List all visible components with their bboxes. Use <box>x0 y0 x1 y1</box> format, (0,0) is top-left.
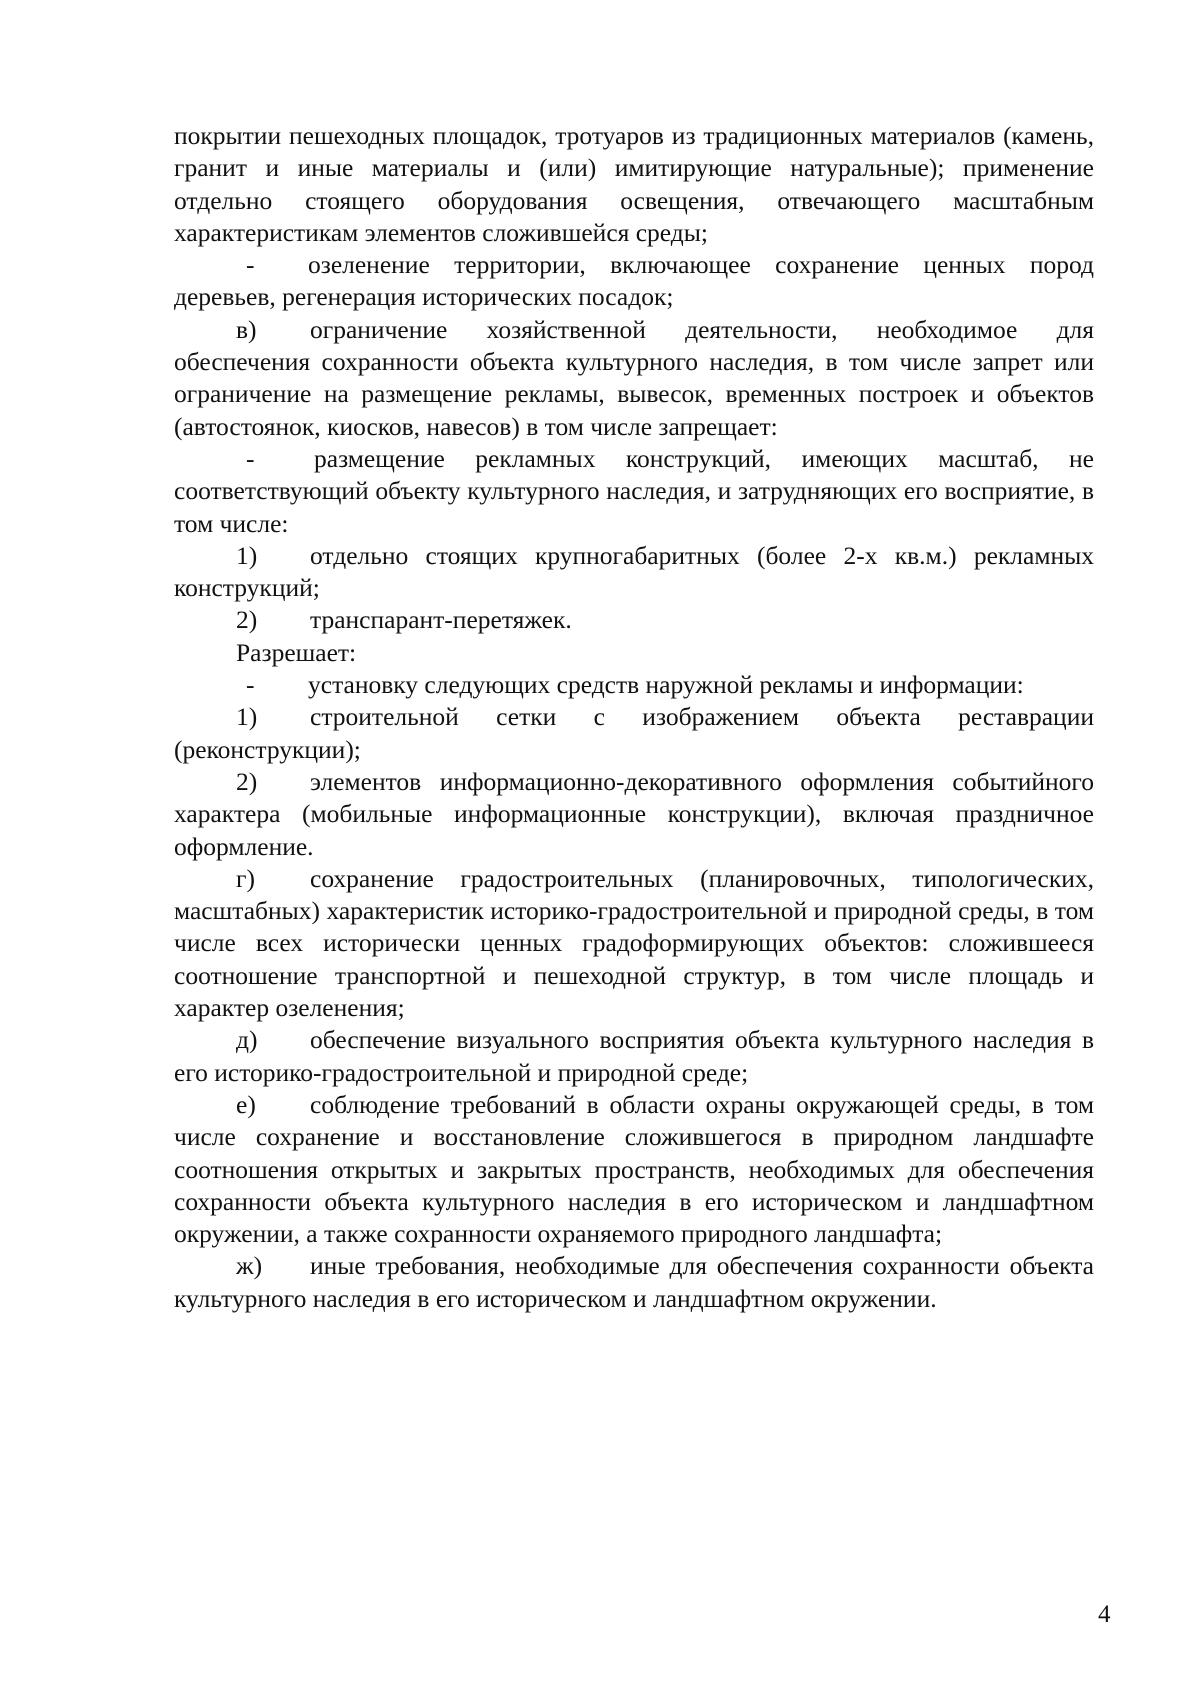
list-item-text: строительной сетки с изображением объекта реставрации (реконструкции); <box>174 702 1094 764</box>
list-item <box>174 604 1094 636</box>
list-item-text: ограничение хозяйственной деятельности, необходимое для обеспечения сохранности объекта культурного наследия, в том числе запрет или ограничение на размещение рекламы, вывесок, временных построек и объектов (автостоянок, киосков, навесов) в том числе запрещает: <box>174 314 1094 441</box>
list-item <box>174 701 1094 766</box>
list-item <box>174 249 1094 314</box>
list-item <box>174 766 1094 863</box>
document-body <box>174 120 1094 1315</box>
list-item-text: установку следующих средств наружной рекламы и информации: <box>308 670 1024 700</box>
list-item <box>174 443 1094 540</box>
list-item-text: размещение рекламных конструкций, имеющих масштаб, не соответствующий объекту культурного наследия, и затрудняющих его восприятие, в том числе: <box>174 443 1094 538</box>
list-item-heading <box>174 637 1094 669</box>
list-marker: - <box>246 250 255 280</box>
list-marker: - <box>246 443 255 473</box>
list-item <box>174 540 1094 605</box>
list-marker: 2) <box>236 766 258 796</box>
list-marker: д) <box>236 1025 258 1055</box>
list-item <box>174 669 1094 701</box>
list-item <box>174 863 1094 1024</box>
list-item-text: элементов информационно-декоративного оформления событийного характера (мобильные информационные конструкции), включая праздничное оформление. <box>174 766 1094 861</box>
list-item-text: озеленение территории, включающее сохранение ценных пород деревьев, регенерация исторических посадок; <box>174 250 1094 312</box>
list-item <box>174 1089 1094 1250</box>
list-item-text: отдельно стоящих крупногабаритных (более 2-х кв.м.) рекламных конструкций; <box>174 540 1094 603</box>
list-item-text: соблюдение требований в области охраны окружающей среды, в том числе сохранение и восстановление сложившегося в природном ландшафте соотношения открытых и закрытых пространств, необходимых для обеспечения сохранности объекта культурного наследия в его историческом и ландшафтном окружении, а также сохранности охраняемого природного ландшафта; <box>174 1089 1094 1249</box>
list-marker: г) <box>236 863 255 893</box>
list-item-text: Разрешает: <box>236 637 357 667</box>
paragraph-continuation: покрытии пешеходных площадок, тротуаров из традиционных материалов (камень, гранит и иные материалы и (или) имитирующие натуральные); применение отдельно стоящего оборудования освещения, отвечающего масштабным характеристикам элементов сложившейся среды; <box>174 121 1094 247</box>
list-item-text: иные требования, необходимые для обеспечения сохранности объекта культурного наследия в его историческом и ландшафтном окружении. <box>174 1251 1094 1313</box>
list-marker: 1) <box>236 702 258 732</box>
list-item <box>174 1250 1094 1315</box>
page-number: 4 <box>1098 1601 1111 1628</box>
list-item <box>174 1024 1094 1089</box>
list-item-text: сохранение градостроительных (планировочных, типологических, масштабных) характеристик историко-градостроительной и природной среды, в том числе всех исторически ценных градоформирующих объектов: сложившееся соотношение транспортной и пешеходной структур, в том числе площадь и характер озеленения; <box>174 863 1094 1023</box>
list-marker: е) <box>236 1089 256 1119</box>
list-item-text: транспарант-перетяжек. <box>310 605 572 635</box>
list-marker: 2) <box>236 605 258 635</box>
list-marker: ж) <box>236 1251 263 1281</box>
list-marker: 1) <box>236 540 258 570</box>
list-marker: - <box>246 670 255 700</box>
list-item <box>174 314 1094 443</box>
list-marker: в) <box>236 314 257 344</box>
list-item-text: обеспечение визуального восприятия объекта культурного наследия в его историко-градостроительной и природной среде; <box>174 1025 1094 1087</box>
